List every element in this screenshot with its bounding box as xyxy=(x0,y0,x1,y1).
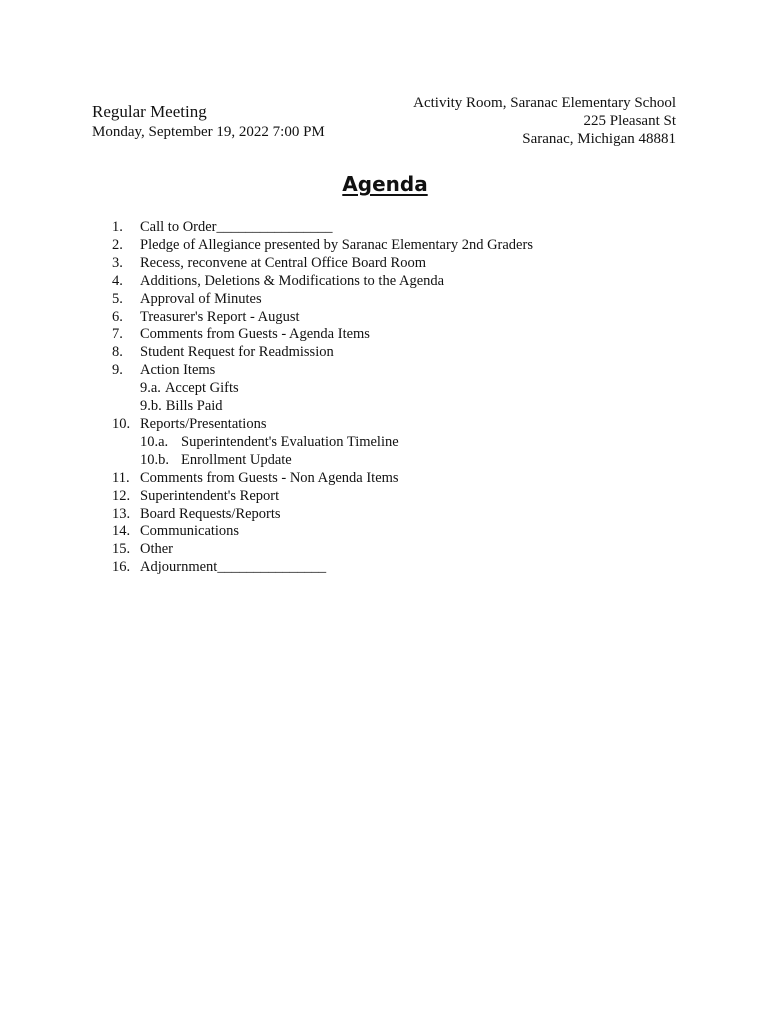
agenda-subitem xyxy=(112,398,533,416)
agenda-item-text: Action Items xyxy=(140,362,216,379)
meeting-type: Regular Meeting xyxy=(92,102,207,121)
agenda-item-text: Call to Order________________ xyxy=(140,219,333,235)
agenda-item-number: 11. xyxy=(112,469,130,486)
meeting-datetime: Monday, September 19, 2022 7:00 PM xyxy=(92,124,325,140)
agenda-item-text: Board Requests/Reports xyxy=(140,505,281,522)
agenda-item-text: Other xyxy=(140,541,174,558)
agenda-item-text: Adjournment_______________ xyxy=(140,559,327,576)
agenda-item-text: Approval of Minutes xyxy=(140,290,262,307)
agenda-item xyxy=(112,255,533,273)
agenda-item-number: 7. xyxy=(112,326,123,343)
agenda-item-text: Additions, Deletions & Modifications to the Agenda xyxy=(140,272,445,289)
meeting-location xyxy=(413,94,676,148)
agenda-item-number: 10.b. xyxy=(140,451,169,468)
agenda-item-number: 1. xyxy=(112,219,123,235)
agenda-item xyxy=(112,219,533,237)
agenda-item xyxy=(112,506,533,524)
agenda-item-text: Comments from Guests - Agenda Items xyxy=(140,326,370,343)
agenda-item-text: Recess, reconvene at Central Office Board Room xyxy=(140,254,427,271)
agenda-item xyxy=(112,291,533,309)
agenda-item-number: 9.a. xyxy=(140,380,161,397)
agenda-subitem xyxy=(112,380,533,398)
agenda-item-text: Reports/Presentations xyxy=(140,415,267,432)
agenda-item xyxy=(112,326,533,344)
agenda-item-number: 8. xyxy=(112,344,123,361)
agenda-item xyxy=(112,237,533,255)
agenda-item-text: Communications xyxy=(140,523,240,540)
agenda-item xyxy=(112,273,533,291)
agenda-item-number: 4. xyxy=(112,272,123,289)
agenda-item-number: 9. xyxy=(112,362,123,379)
agenda-item-number: 2. xyxy=(112,236,123,253)
agenda-subitem xyxy=(112,452,533,470)
agenda-item xyxy=(112,416,533,434)
agenda-item-text: Treasurer's Report - August xyxy=(140,308,300,325)
agenda-item-text: Superintendent's Evaluation Timeline xyxy=(181,433,399,450)
agenda-item-text: Enrollment Update xyxy=(181,451,292,468)
agenda-item-text: Comments from Guests - Non Agenda Items xyxy=(140,469,399,486)
page-title: Agenda xyxy=(342,172,428,196)
agenda-item-number: 12. xyxy=(112,487,131,504)
agenda-item-number: 9.b. xyxy=(140,398,162,415)
agenda-item xyxy=(112,470,533,488)
location-line-3: Saranac, Michigan 48881 xyxy=(522,131,676,147)
agenda-item-text: Accept Gifts xyxy=(164,380,239,397)
agenda-subitem xyxy=(112,434,533,452)
agenda-item xyxy=(112,488,533,506)
agenda-item-text: Student Request for Readmission xyxy=(140,344,334,361)
agenda-item-text: Bills Paid xyxy=(165,398,223,415)
agenda-item-number: 16. xyxy=(112,559,131,576)
agenda-item-text: Superintendent's Report xyxy=(140,487,280,504)
agenda-item-number: 15. xyxy=(112,541,131,558)
agenda-item-number: 6. xyxy=(112,308,123,325)
agenda-item-number: 10.a. xyxy=(140,433,169,450)
meeting-info xyxy=(92,102,325,142)
location-line-1: Activity Room, Saranac Elementary School xyxy=(413,95,676,111)
agenda-list xyxy=(112,219,533,577)
agenda-item xyxy=(112,541,533,559)
agenda-item xyxy=(112,362,533,380)
agenda-item-number: 3. xyxy=(112,254,123,271)
agenda-item-number: 10. xyxy=(112,415,131,432)
agenda-item-number: 14. xyxy=(112,523,131,540)
agenda-item xyxy=(112,344,533,362)
agenda-item-number: 5. xyxy=(112,290,123,307)
agenda-item xyxy=(112,559,533,577)
agenda-item-text: Pledge of Allegiance presented by Saranac Elementary 2nd Graders xyxy=(140,236,533,253)
location-line-2: 225 Pleasant St xyxy=(583,113,676,129)
agenda-item xyxy=(112,523,533,541)
agenda-item xyxy=(112,309,533,327)
agenda-item-number: 13. xyxy=(112,505,131,522)
